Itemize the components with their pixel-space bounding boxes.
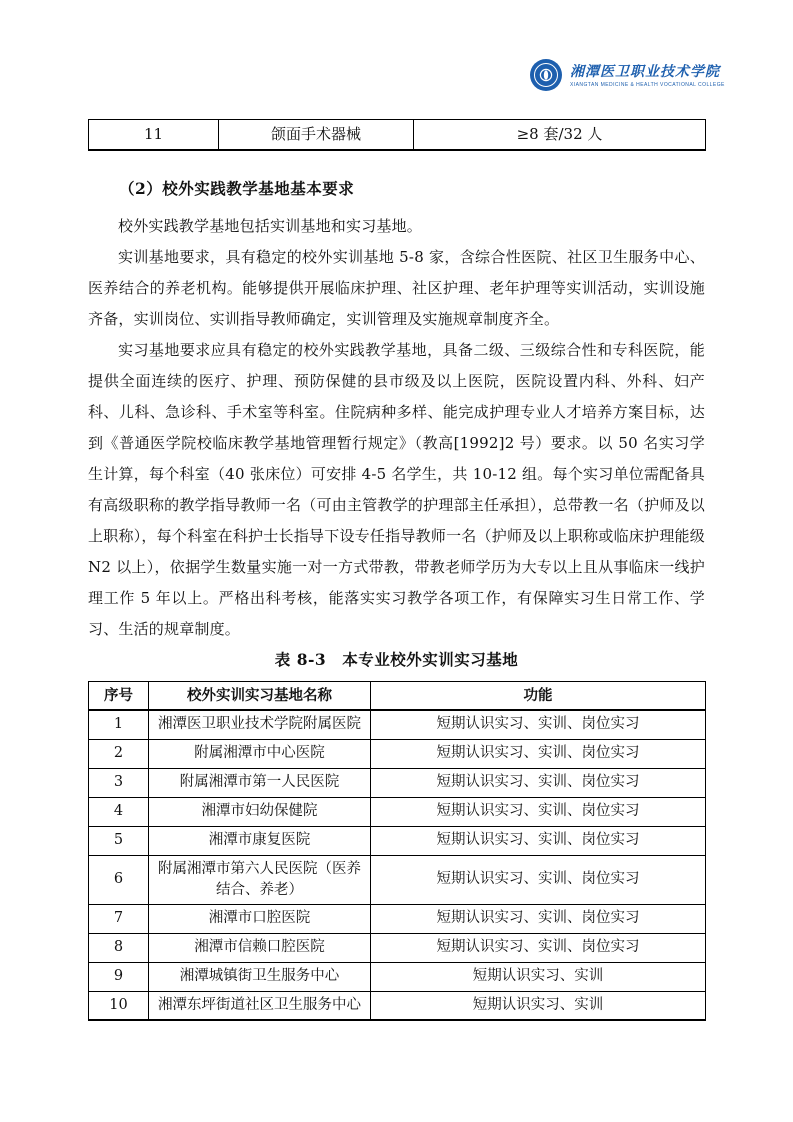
cell-serial: 10 (89, 991, 149, 1020)
header-serial-number: 序号 (89, 681, 149, 710)
table-row (89, 739, 706, 768)
cell-function: 短期认识实习、实训 (371, 962, 706, 991)
cell-function: 短期认识实习、实训、岗位实习 (371, 855, 706, 904)
cell-serial: 7 (89, 904, 149, 933)
equipment-quantity: ≥8 套/32 人 (414, 120, 706, 150)
cell-base-name: 附属湘潭市中心医院 (149, 739, 371, 768)
cell-base-name: 湘潭东坪街道社区卫生服务中心 (149, 991, 371, 1020)
table-row (89, 991, 706, 1020)
paragraph: 校外实践教学基地包括实训基地和实习基地。 (118, 216, 423, 235)
table-header-row (89, 681, 706, 710)
college-name-zh: 湘潭医卫职业技术学院 (570, 63, 720, 80)
training-base-table (88, 681, 706, 1022)
table-row (89, 120, 706, 150)
college-logo (529, 58, 725, 92)
cell-function: 短期认识实习、实训、岗位实习 (371, 933, 706, 962)
cell-function: 短期认识实习、实训、岗位实习 (371, 710, 706, 739)
cell-function: 短期认识实习、实训 (371, 991, 706, 1020)
college-emblem-icon (529, 58, 563, 92)
equipment-table-continuation (88, 119, 706, 151)
cell-base-name: 湘潭市口腔医院 (149, 904, 371, 933)
college-name-block (570, 63, 725, 88)
cell-base-name: 湘潭市妇幼保健院 (149, 797, 371, 826)
paragraph: 实习基地要求应具有稳定的校外实践教学基地，具备二级、三级综合性和专科医院，能提供全面连续的医疗、护理、预防保健的县市级及以上医院，医院设置内科、外科、妇产科、儿科、急诊科、手术室等科室。住院病种多样、能完成护理专业人才培养方案目标，达到《普通医学院校临床教学基地管理暂行规定》（教高[1992]2 号）要求。以 50 名实习学生计算，每个科室（40 张床位）可安排 4-5 名学生，共 10-12 组。每个实习单位需配备具有高级职称的教学指导教师一名（可由主管教学的护理部主任承担），总带教一名（护师及以上职称），每个科室在科护士长指导下设专任指导教师一名（护师及以上职称或临床护理能级 N2 以上），依据学生数量实施一对一方式带教，带教老师学历为大专以上且从事临床一线护理工作 5 年以上。严格出科考核，能落实实习教学各项工作，有保障实习生日常工作、学习、生活的规章制度。 (88, 340, 705, 638)
table-row (89, 962, 706, 991)
page-content (88, 119, 705, 1021)
header-base-name: 校外实训实习基地名称 (149, 681, 371, 710)
cell-function: 短期认识实习、实训、岗位实习 (371, 904, 706, 933)
cell-function: 短期认识实习、实训、岗位实习 (371, 739, 706, 768)
cell-serial: 5 (89, 826, 149, 855)
cell-serial: 3 (89, 768, 149, 797)
table-row (89, 904, 706, 933)
equipment-name: 颌面手术器械 (219, 120, 414, 150)
cell-serial: 8 (89, 933, 149, 962)
cell-base-name: 湘潭城镇街卫生服务中心 (149, 962, 371, 991)
table-row (89, 797, 706, 826)
cell-function: 短期认识实习、实训、岗位实习 (371, 768, 706, 797)
table-row (89, 933, 706, 962)
cell-serial: 6 (89, 855, 149, 904)
cell-base-name: 湘潭市康复医院 (149, 826, 371, 855)
cell-base-name: 湘潭医卫职业技术学院附属医院 (149, 710, 371, 739)
header-function: 功能 (371, 681, 706, 710)
table-row (89, 826, 706, 855)
cell-base-name: 附属湘潭市第六人民医院（医养结合、养老） (149, 855, 371, 904)
cell-serial: 1 (89, 710, 149, 739)
cell-function: 短期认识实习、实训、岗位实习 (371, 826, 706, 855)
cell-base-name: 附属湘潭市第一人民医院 (149, 768, 371, 797)
college-name-en: XIANGTAN MEDICINE & HEALTH VOCATIONAL COLLEGE (570, 81, 725, 88)
cell-function: 短期认识实习、实训、岗位实习 (371, 797, 706, 826)
cell-serial: 4 (89, 797, 149, 826)
table-row (89, 768, 706, 797)
equipment-row-number: 11 (89, 120, 219, 150)
cell-base-name: 湘潭市信赖口腔医院 (149, 933, 371, 962)
section-heading: （2）校外实践教学基地基本要求 (119, 178, 355, 198)
cell-serial: 2 (89, 739, 149, 768)
paragraph: 实训基地要求，具有稳定的校外实训基地 5-8 家，含综合性医院、社区卫生服务中心、医养结合的养老机构。能够提供开展临床护理、社区护理、老年护理等实训活动，实训设施齐备，实训岗位、实训指导教师确定，实训管理及实施规章制度齐全。 (88, 247, 705, 328)
cell-serial: 9 (89, 962, 149, 991)
table-row (89, 710, 706, 739)
table-row (89, 855, 706, 904)
table-caption: 表 8-3 本专业校外实训实习基地 (274, 649, 519, 669)
